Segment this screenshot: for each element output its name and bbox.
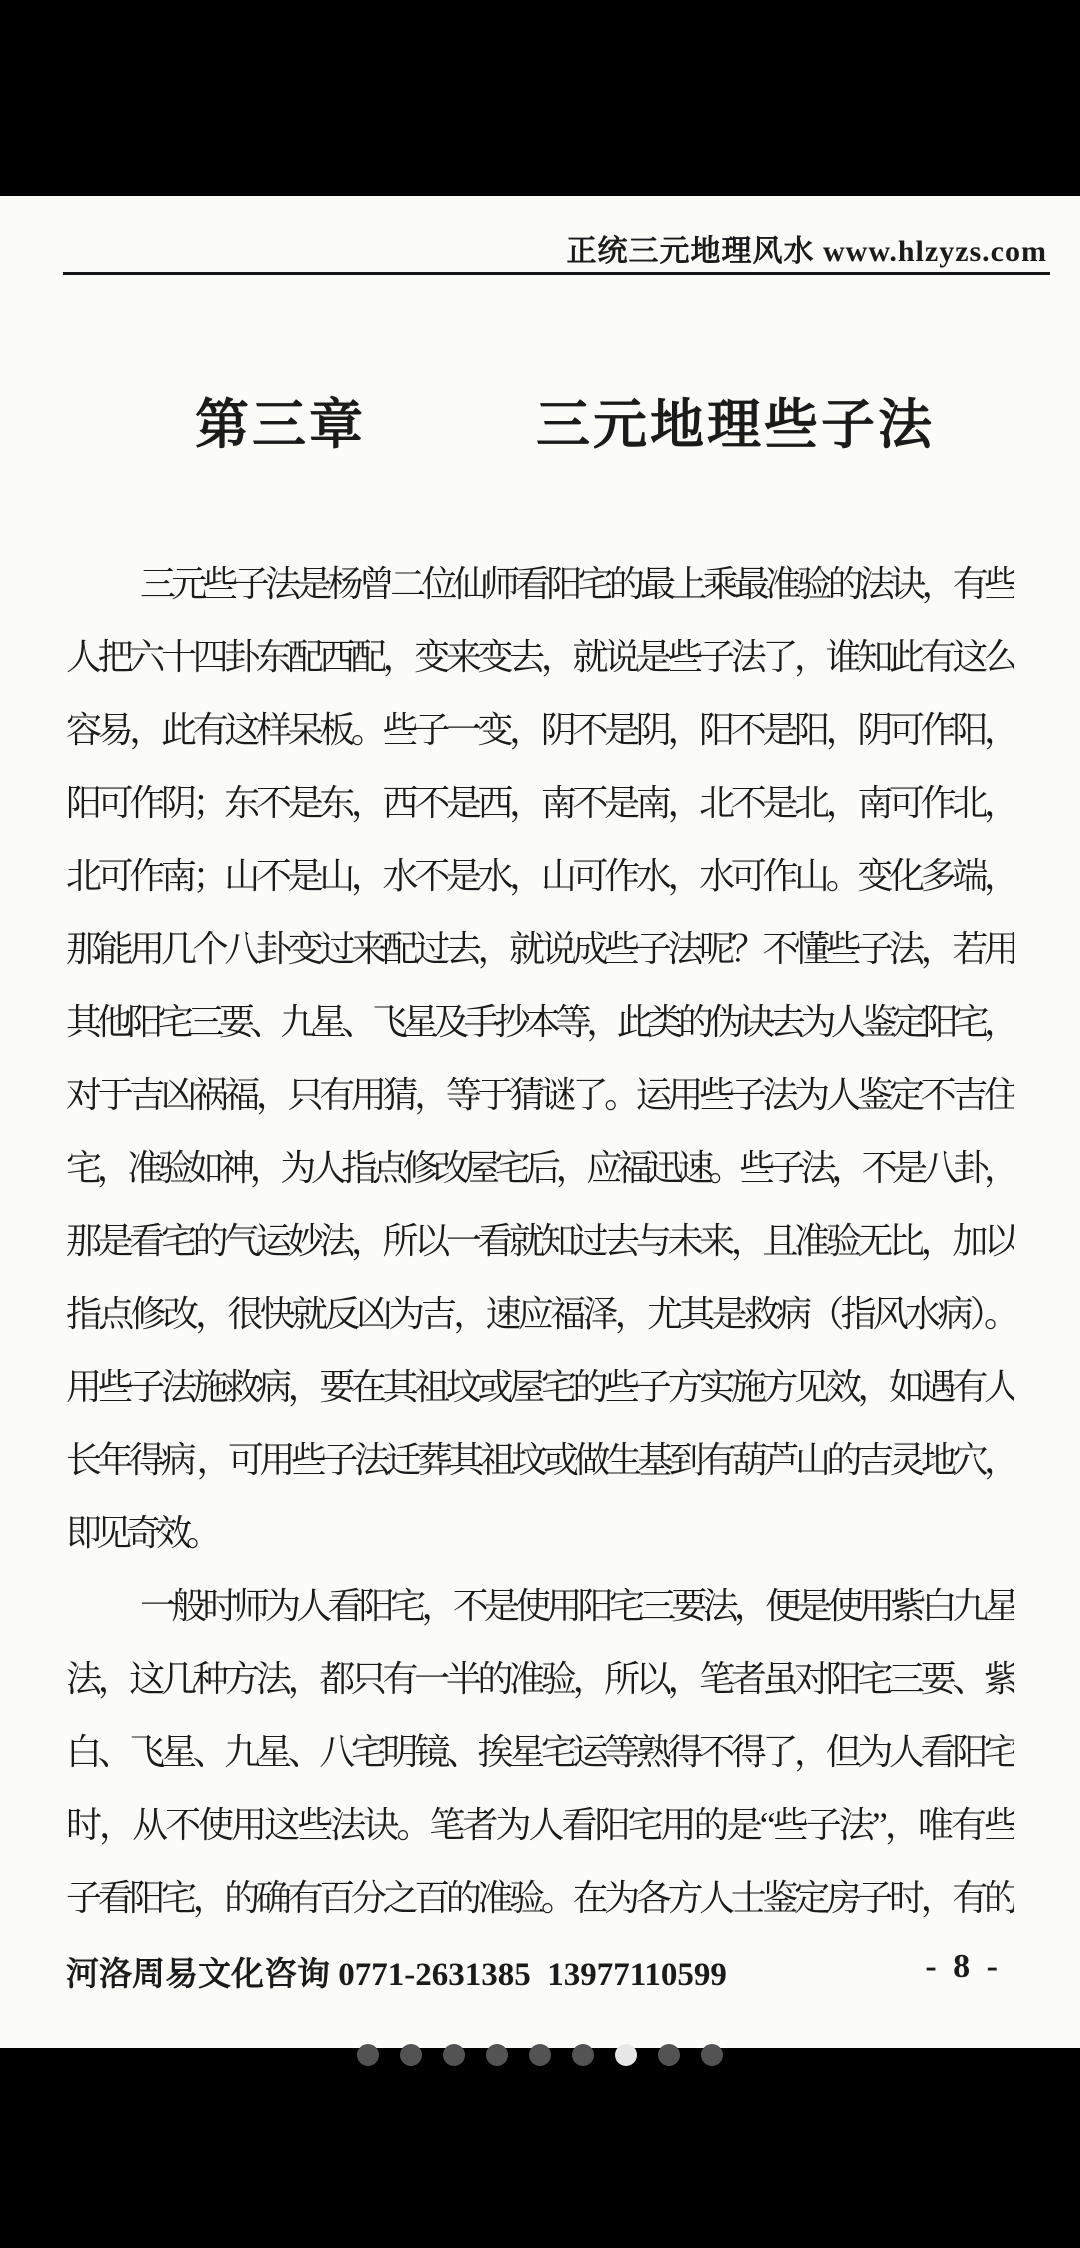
footer-page-number: - 8 - xyxy=(925,1948,1002,1985)
body-line: 阳可作阴；东不是东，西不是西，南不是南，北不是北，南可作北， xyxy=(66,783,1014,823)
body-line: 长年得病 ，可用些子法迁葬其祖坟或做生基到有葫芦山的吉灵地穴， xyxy=(66,1440,1014,1480)
body-line: 其他阳宅三要、九星、飞星及手抄本等，此类的伪诀去为人鉴定阳宅， xyxy=(66,1002,1014,1042)
chapter-title-row xyxy=(0,382,1080,459)
page-dot-active[interactable] xyxy=(615,2044,637,2066)
page-dot[interactable] xyxy=(443,2044,465,2066)
body-line: 一般时师为人看阳宅，不是使用阳宅三要法，便是使用紫白九星 xyxy=(140,1586,1014,1626)
body-line: 那是看宅的气运妙法，所以一看就知过去与未来，且准验无比，加以 xyxy=(66,1221,1014,1261)
chapter-name: 三元地理些子法 xyxy=(536,395,935,455)
chapter-number: 第三章 xyxy=(195,395,366,455)
page-dot[interactable] xyxy=(658,2044,680,2066)
body-line: 那能用几个八卦变过来配过去，就说成些子法呢？不懂些子法，若用 xyxy=(66,929,1014,969)
page-dots xyxy=(0,2044,1080,2066)
document-page xyxy=(0,196,1080,2048)
body-line: 容易，此有这样呆板。些子一变，阴不是阴，阳不是阳，阴可作阳， xyxy=(66,710,1014,750)
body-line: 宅，准验如神，为人指点修改屋宅后，应福迅速。些子法，不是八卦， xyxy=(66,1148,1014,1188)
body-line: 即见奇效。 xyxy=(66,1513,217,1553)
body-text xyxy=(66,548,1014,1935)
body-line: 对于吉凶祸福，只有用猜，等于猜谜了。运用些子法为人鉴定不吉住 xyxy=(66,1075,1014,1115)
body-line: 三元些子法是杨曾二位仙师看阳宅的最上乘最准验的法诀，有些 xyxy=(140,564,1014,604)
body-line: 子看阳宅，的确有百分之百的准验。在为各方人士鉴定房子时，有的 xyxy=(66,1878,1014,1918)
body-line: 北可作南；山不是山，水不是水，山可作水，水可作山。变化多端， xyxy=(66,856,1014,896)
page-dot[interactable] xyxy=(486,2044,508,2066)
page-dot[interactable] xyxy=(400,2044,422,2066)
footer-contact: 河洛周易文化咨询 0771-2631385 13977110599 xyxy=(66,1957,727,1993)
page-dot[interactable] xyxy=(357,2044,379,2066)
header-site-text: 正统三元地理风水 www.hlzyzs.com xyxy=(566,235,1047,268)
body-line: 时，从不使用这些法诀。笔者为人看阳宅用的是“些子法”，唯有些 xyxy=(66,1805,1014,1845)
body-line: 白、飞星、九星、八宅明镜、挨星宅运等熟得不得了，但为人看阳宅 xyxy=(66,1732,1014,1772)
body-line: 指点修改，很快就反凶为吉，速应福泽，尤其是救病（指风水病）。 xyxy=(66,1294,1014,1334)
page-dot[interactable] xyxy=(701,2044,723,2066)
page-dot[interactable] xyxy=(529,2044,551,2066)
body-line: 人把六十四卦东配西配，变来变去，就说是些子法了，谁知此有这么 xyxy=(66,637,1014,677)
body-line: 用些子法施救病，要在其祖坟或屋宅的些子方实施方见效，如遇有人 xyxy=(66,1367,1014,1407)
page-dot[interactable] xyxy=(572,2044,594,2066)
header-divider-line xyxy=(63,272,1050,275)
body-line: 法，这几种方法，都只有一半的准验，所以，笔者虽对阳宅三要、紫 xyxy=(66,1659,1014,1699)
